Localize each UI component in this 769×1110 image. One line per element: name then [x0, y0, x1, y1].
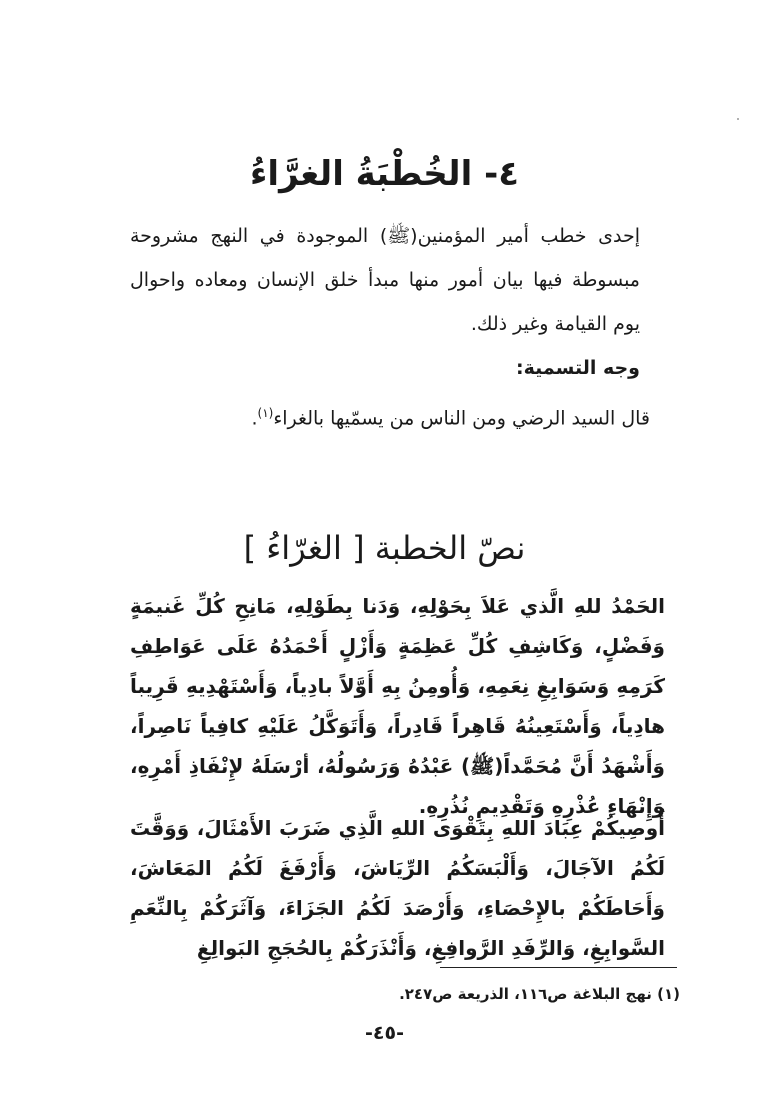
footnote: (١) نهج البلاغة ص١١٦، الذريعة ص٢٤٧. [399, 985, 680, 1003]
sermon-paragraph-2: أُوصِيكُمْ عِبَادَ اللهِ بِتَقْوَى اللهِ الَّذِي ضَرَبَ الأَمْثَالَ، وَوَقَّتَ لَكُمُ الآجَالَ، وَأَلْبَسَكُمُ الرِّيَاشَ، وَأَرْفَغَ لَكُمُ المَعَاشَ، وَأَحَاطَكُمْ بالإِحْصَاءِ، وَأَرْصَدَ لَكُمُ الجَزَاءَ، وَآثَرَكُمْ بِالنِّعَمِ السَّوابِغِ، وَالرِّفَدِ الرَّوافِغِ، وَأَنْذَرَكُمْ بِالحُجَجِ البَوالِغِ [130, 816, 665, 960]
naming-end: . [251, 407, 258, 430]
sermon-paragraph-1: الحَمْدُ للهِ الَّذي عَلاَ بِحَوْلِهِ، وَدَنا بِطَوْلِهِ، مَانِحِ كُلِّ غَنيمَةٍ وَفَضْلٍ، وَكَاشِفِ كُلِّ عَظِمَةٍ وَأَزْلٍ أَحْمَدُهُ عَلَى عَوَاطِفِ كَرَمِهِ وَسَوَابِغِ نِعَمِهِ، وَأُومِنُ بِهِ أَوَّلاً بادِياً، وَأَسْتَهْدِيهِ قَرِيباً هادِياً، وَأَسْتَعِينُهُ قَاهِراً قَادِراً، وَأَتَوَكَّلُ عَلَيْهِ كافِياً نَاصِراً، وَأَشْهَدُ أَنَّ مُحَمَّداً(ﷺ) عَبْدُهُ وَرَسُولُهُ، أرْسَلَهُ لإِنْفَاذِ أَمْرِهِ، وَإِنْهَاءِ عُذْرِهِ وَتَقْدِيمِ نُذُرِهِ. [130, 594, 665, 818]
naming-heading: وجه التسمية: [516, 357, 640, 379]
page-number: -٤٥- [365, 1022, 404, 1044]
margin-speck [737, 118, 739, 120]
footnote-divider [440, 967, 677, 968]
naming-text: قال السيد الرضي ومن الناس من يسمّيها بالغراء [273, 407, 650, 430]
footnote-reference[interactable]: (١) [257, 406, 274, 420]
naming-paragraph [130, 395, 650, 436]
intro-paragraph: إحدى خطب أمير المؤمنين(ﷺ) الموجودة في النهج مشروحة مبسوطة فيها بيان أمور منها مبدأ خلق الإنسان ومعاده واحوال يوم القيامة وغير ذلك. [130, 225, 640, 335]
section-title: نصّ الخطبة [ الغرّاءُ ] [243, 529, 526, 567]
chapter-title: ٤- الخُطْبَةُ الغرَّاءُ [250, 154, 519, 194]
